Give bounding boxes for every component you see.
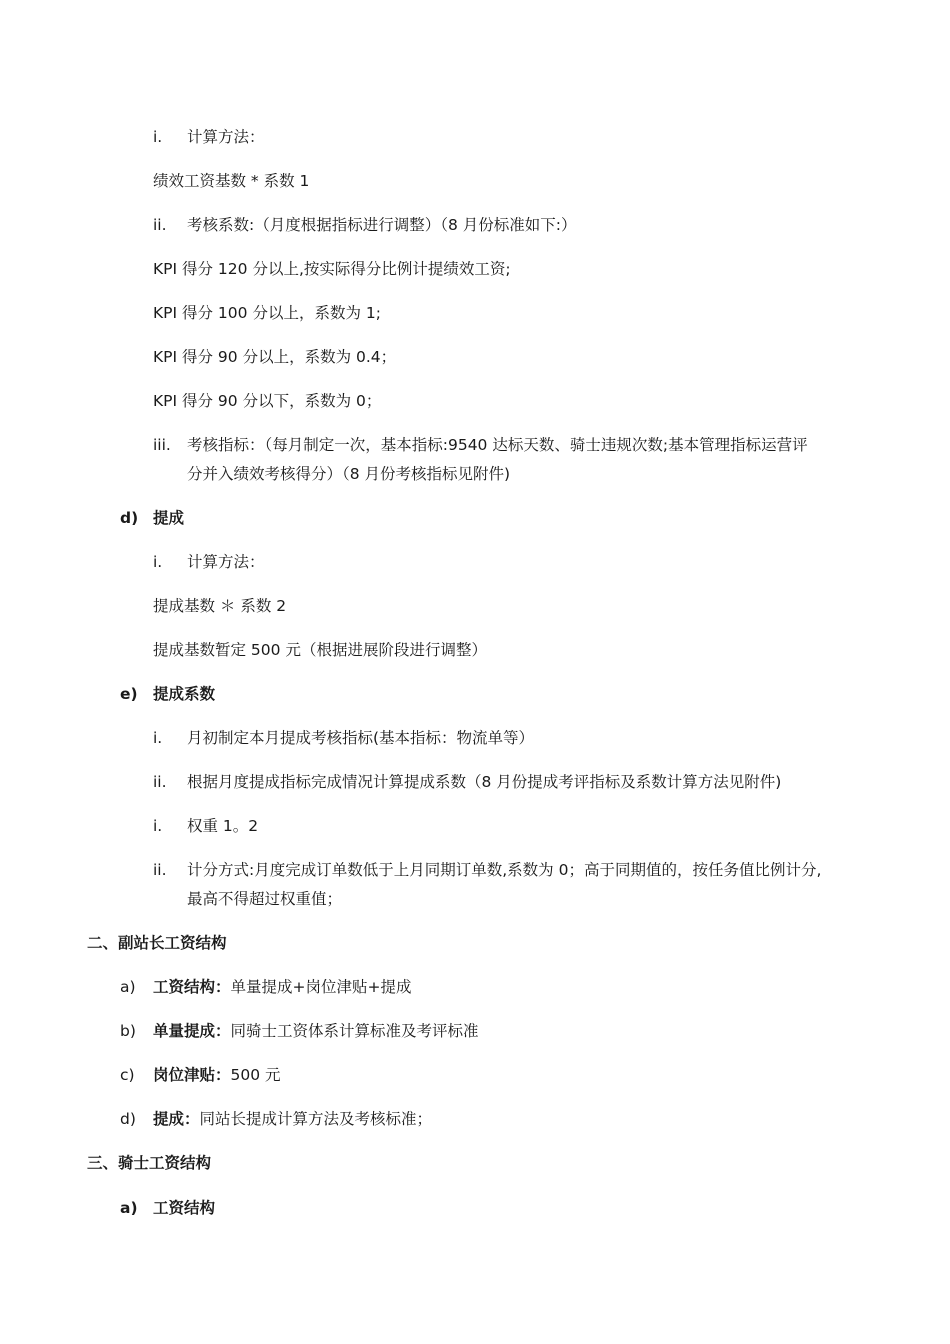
list-marker: a) [120,978,136,996]
chapter-heading: 三、骑士工资结构 [87,1154,212,1172]
item-value: 单量提成+岗位津贴+提成 [230,978,412,996]
paragraph: KPI 得分 90 分以上，系数为 0.4； [153,348,397,366]
list-item-text: 考核系数:（月度根据指标进行调整）（8 月份标准如下:） [187,216,577,234]
list-marker: i. [153,729,163,747]
item-value: 同骑士工资体系计算标准及考评标准 [230,1022,479,1040]
list-item-text-continued: 最高不得超过权重值； [187,890,343,908]
chapter-heading: 二、副站长工资结构 [87,934,227,952]
item-label: 提成： [153,1110,200,1128]
section-heading: 提成 [153,509,185,527]
section-heading: 工资结构 [153,1199,216,1217]
list-item-text: 考核指标：（每月制定一次，基本指标:9540 达标天数、骑士违规次数;基本管理指标运营评 [187,436,808,454]
section-marker: e) [120,685,138,703]
list-item [153,1019,479,1043]
list-marker: i. [153,817,163,835]
list-marker: ii. [153,216,167,234]
list-item-text: 计分方式:月度完成订单数低于上月同期订单数,系数为 0；高于同期值的，按任务值比例计分, [187,861,822,879]
list-marker: iii. [153,436,171,454]
item-label: 工资结构： [153,978,231,996]
list-item [153,975,412,999]
list-marker: b) [120,1022,136,1040]
list-marker: c) [120,1066,135,1084]
item-label: 岗位津贴： [153,1066,231,1084]
list-marker: i. [153,128,163,146]
section-heading: 提成系数 [153,685,216,703]
paragraph: KPI 得分 100 分以上，系数为 1; [153,304,381,322]
list-item-text: 计算方法： [187,553,265,571]
list-marker: i. [153,553,163,571]
list-item-text: 权重 1。2 [187,817,259,835]
item-label: 单量提成： [153,1022,231,1040]
paragraph: 提成基数暂定 500 元（根据进展阶段进行调整） [153,641,487,659]
list-marker: ii. [153,861,167,879]
item-value: 同站长提成计算方法及考核标准； [199,1110,433,1128]
list-item-text: 计算方法： [187,128,265,146]
list-item-text: 月初制定本月提成考核指标(基本指标：物流单等） [187,729,535,747]
section-marker: a) [120,1199,138,1217]
list-item [153,1063,281,1087]
list-item [153,1107,432,1131]
paragraph: 提成基数 ＊ 系数 2 [153,597,287,615]
list-item-text-continued: 分并入绩效考核得分）（8 月份考核指标见附件) [187,465,511,483]
item-value: 500 元 [230,1066,281,1084]
section-marker: d) [120,509,139,527]
list-item-text: 根据月度提成指标完成情况计算提成系数（8 月份提成考评指标及系数计算方法见附件) [187,773,782,791]
paragraph: KPI 得分 90 分以下，系数为 0； [153,392,382,410]
paragraph: KPI 得分 120 分以上,按实际得分比例计提绩效工资; [153,260,511,278]
list-marker: d) [120,1110,136,1128]
paragraph: 绩效工资基数 * 系数 1 [153,172,310,190]
list-marker: ii. [153,773,167,791]
